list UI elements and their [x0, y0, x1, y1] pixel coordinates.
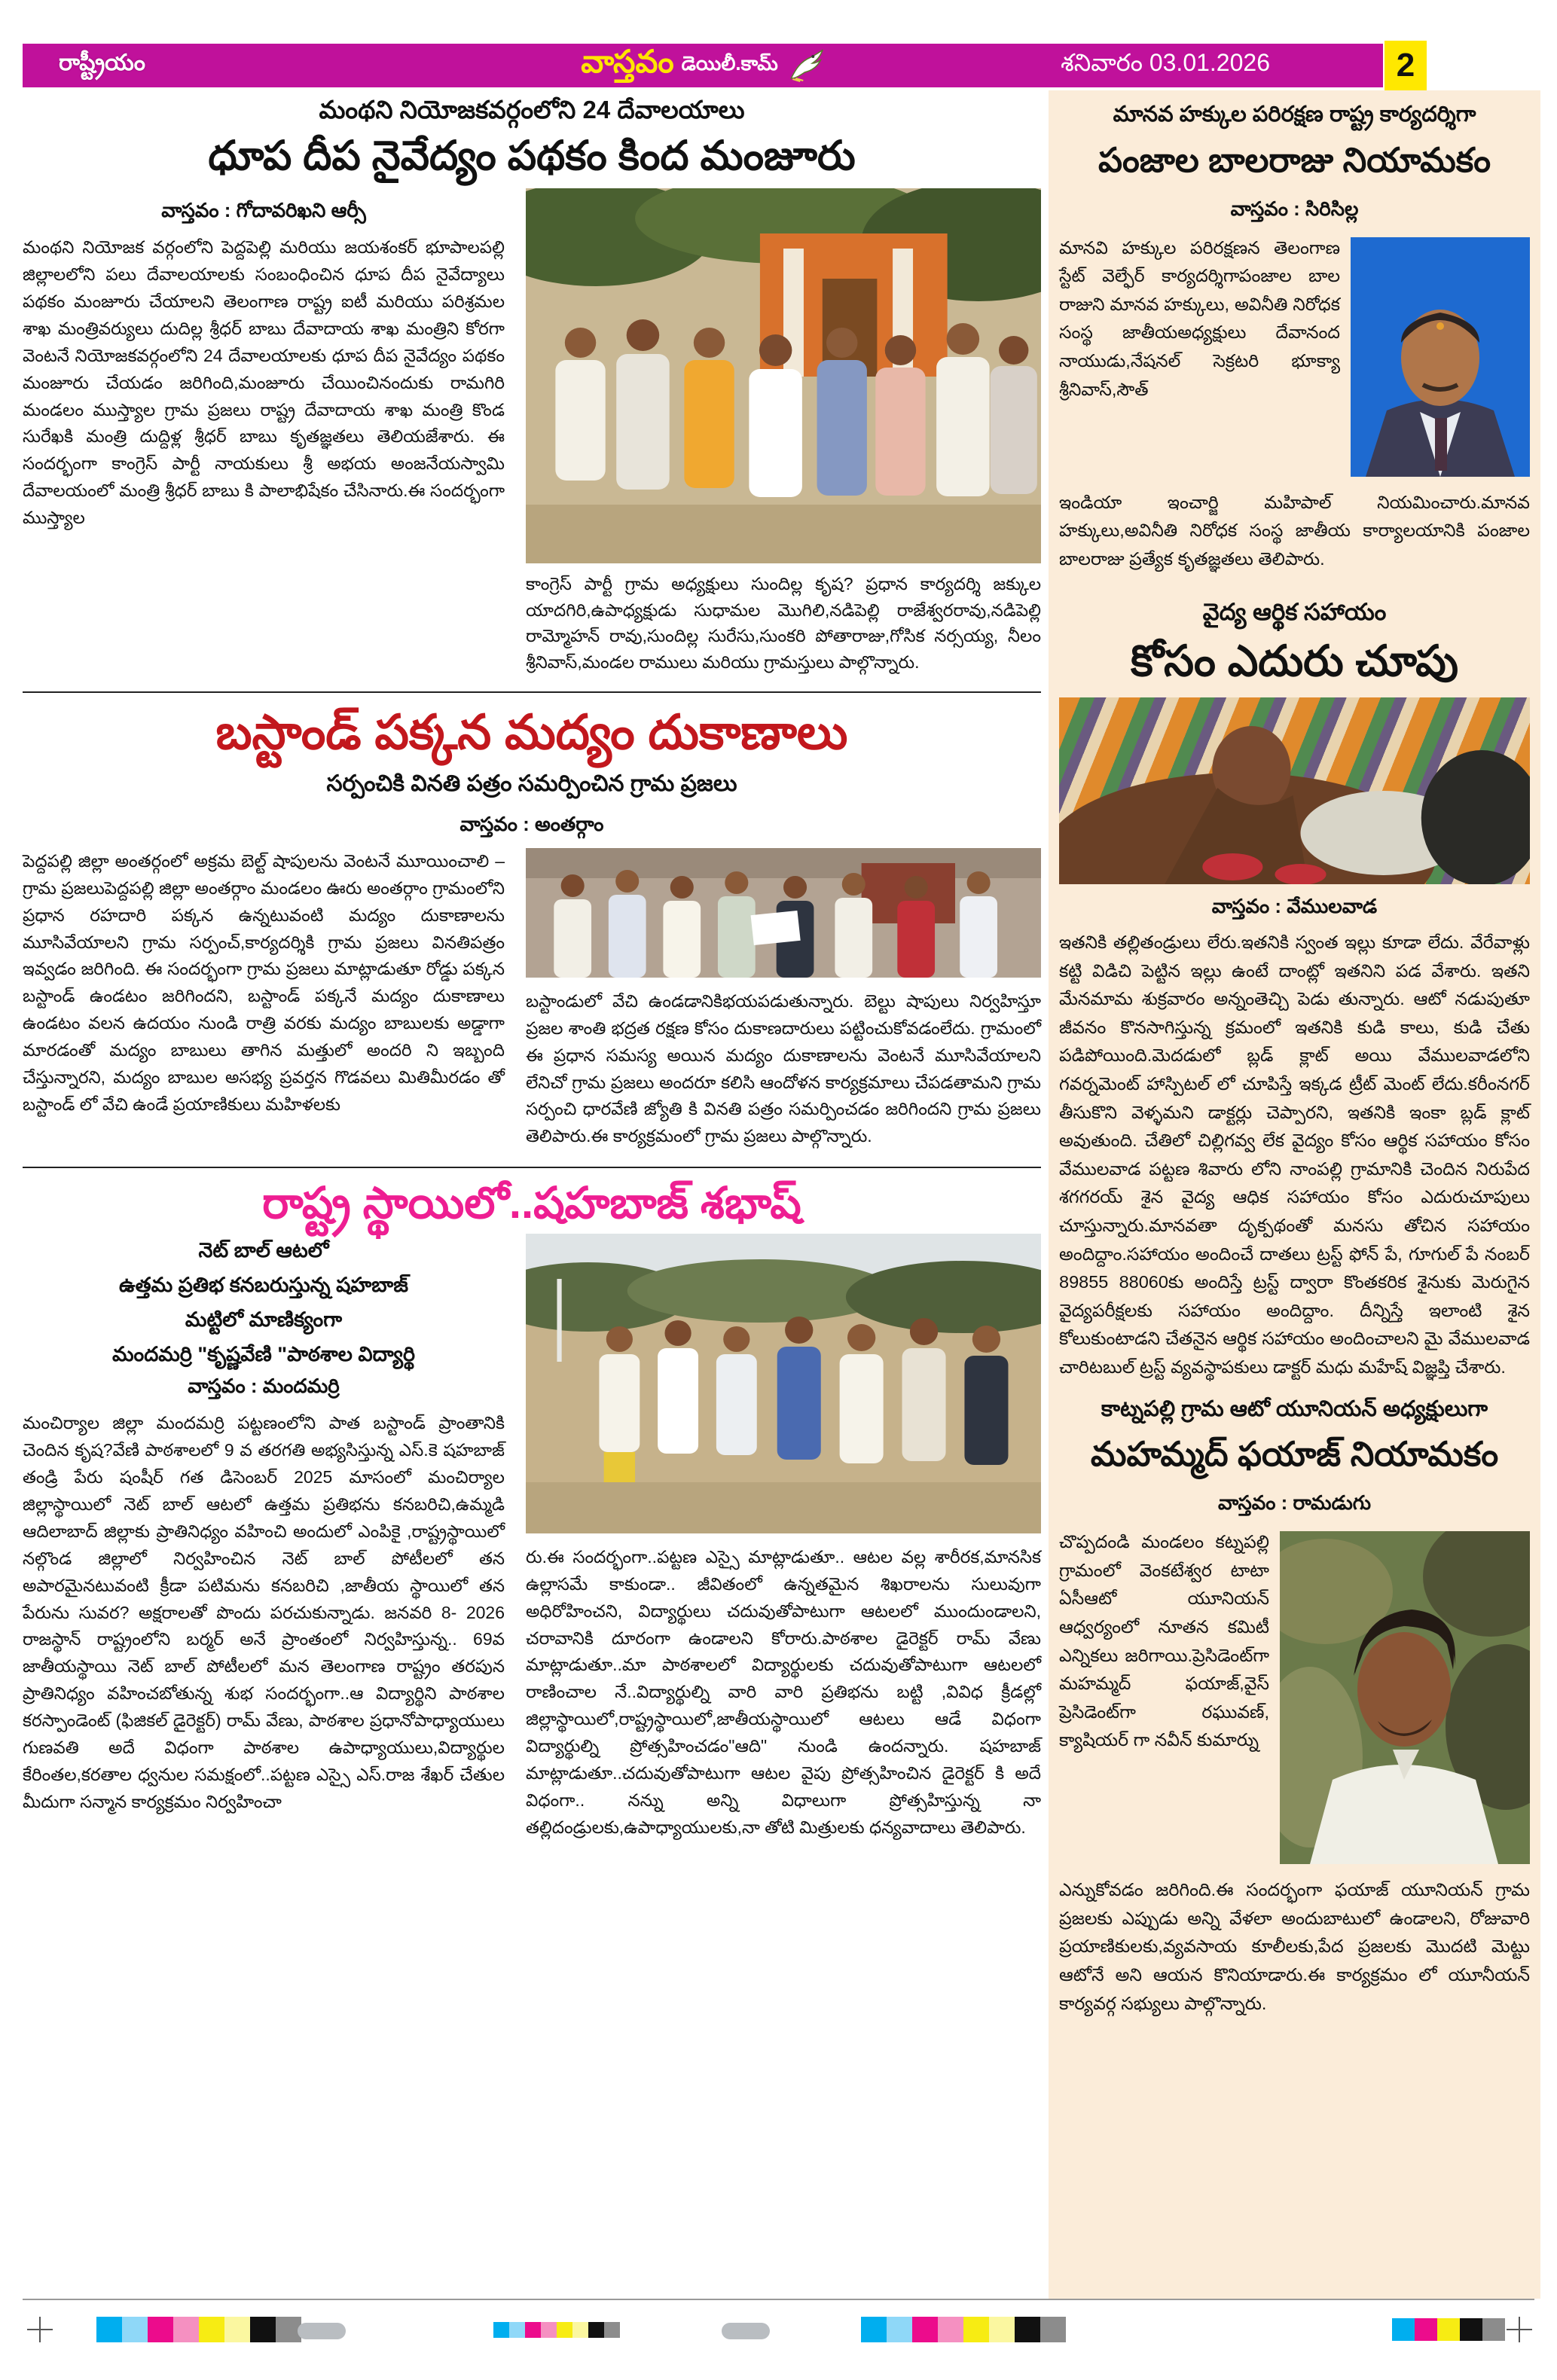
article-fayaz-appointment — [1059, 1396, 1530, 2018]
article-kicker: వైద్య ఆర్థిక సహాయం — [1202, 599, 1387, 626]
dateline: వాస్తవం : సిరిసిల్ల — [1230, 197, 1359, 220]
color-swatch — [199, 2317, 224, 2342]
photo-caption: కాంగ్రెస్ పార్టీ గ్రామ అధ్యక్షులు సుందిల్ల కృష? ప్రధాన కార్యదర్శి జక్కుల యాదగిరి,ఉపాధ్యక్షుడు సుధామల మొగిలి,నడిపెల్లి రాజేశ్వరరావు,నడిపెల్లి రామ్మోహన్ రావు,సుందిల్ల సురేసు,సుంకరి పోతారాజు,గోసిక నర్సయ్య, నీలం శ్రీనివాస్,మండల రాములు మరియు గ్రామస్తులు పాల్గొన్నారు. — [526, 574, 1041, 672]
printer-registration-marks — [0, 2314, 1557, 2353]
masthead-bar — [23, 44, 1383, 87]
article-subhead-2: ఉత్తమ ప్రతిభ కనబరుస్తున్న షహబాజ్ — [119, 1273, 408, 1296]
color-swatch — [572, 2322, 588, 2338]
color-swatch — [122, 2317, 148, 2342]
bottom-rule — [23, 2299, 1534, 2300]
article-balaraju-appointment — [1059, 101, 1530, 573]
color-swatch — [604, 2322, 620, 2338]
registration-cross-icon — [1507, 2317, 1532, 2342]
article-kicker: మానవ హక్కుల పరిరక్షణ రాష్ట్ర కార్యదర్శిగా — [1113, 102, 1476, 127]
balaraju-portrait-photo — [1351, 237, 1530, 477]
color-swatch — [588, 2322, 604, 2338]
article-body-right: రు.ఈ సందర్భంగా..పట్టణ ఎస్సై మాట్లాడుతూ.. ఆటల వల్ల శారీరక,మానసిక ఉల్లాసమే కాకుండా.. జీవితంలో ఉన్నతమైన శిఖరాలను సులువుగా అధిరోహించని, విద్యార్థులు చదువుతోపాటుగా ఆటలలో ముందుండాలని, చరావానికి దూరంగా ఉండాలని కోరారు.పాఠశాల డైరెక్టర్ రామ్ వేణు మాట్లాడుతూ..మా పాఠశాలలో విద్యార్థులకు చదువుతోపాటుగా ఆటలలో రాణించాల నే..విద్యార్థుల్ని వారి వారి ప్రతిభను బట్టి ,వివిధ క్రీడల్లో జిల్లాస్థాయిలో,రాష్ట్రస్థాయిలో,జాతీయస్థాయిలో ఆటలు ఆడే విధంగా విద్యార్థుల్ని ప్రోత్సహించడం"ఆది" నుండి ఉందన్నారు. షహబాజ్ మాట్లాడుతూ..చదువుతోపాటుగా ఆటల వైపు ప్రోత్సహించిన డైరెక్టర్ కి అదే విధంగా.. నన్ను అన్ని విధాలుగా ప్రోత్సహిస్తున్న నా తల్లిదండ్రులకు,ఉపాధ్యాయులకు,నా తోటి మిత్రులకు ధన్యవాదాలు తెలిపారు. — [526, 1546, 1041, 1837]
article-headline: బస్టాండ్ పక్కన మద్యం దుకాణాలు — [215, 705, 848, 760]
article-body-rest: ఎన్నుకోవడం జరిగింది.ఈ సందర్భంగా ఫయాజ్ యూనియన్ గ్రామ ప్రజలకు ఎప్పుడు అన్ని వేళలా అందుబాటులో ఉండాలని, రోజువారి ప్రయాణికులకు,వ్యవసాయ కూలీలకు,పేద ప్రజలకు మొదటి మెట్టు ఆటోనే అని ఆయన కొనియాడారు.ఈ కార్యక్రమం లో యూనీయన్ కార్యవర్గ సభ్యులు పాల్గొన్నారు. — [1059, 1880, 1530, 2013]
left-column — [23, 94, 1041, 1841]
color-swatch — [493, 2322, 509, 2338]
dateline: వాస్తవం : వేములవాడ — [1211, 895, 1378, 918]
color-swatch — [1437, 2318, 1460, 2341]
article-subhead-3: మట్టిలో మాణిక్యంగా — [185, 1307, 343, 1331]
color-swatch — [1460, 2318, 1482, 2341]
dateline: వాస్తవం : రామడుగు — [1218, 1491, 1371, 1515]
color-swatch — [96, 2317, 122, 2342]
article-subhead: సర్పంచికి వినతి పత్రం సమర్పించిన గ్రామ ప్రజలు — [326, 770, 737, 796]
edition-day-date: శనివారం 03.01.2026 — [1061, 48, 1270, 76]
color-calibration-bar — [861, 2317, 1066, 2342]
dove-logo-icon — [786, 48, 825, 83]
section-label: రాష్ట్రీయం — [59, 50, 145, 75]
right-column — [1049, 90, 1540, 2299]
dateline: వాస్తవం : మందమర్రి — [188, 1375, 340, 1398]
color-swatch — [861, 2317, 887, 2342]
color-swatch — [557, 2322, 572, 2338]
felicitation-photo — [526, 1234, 1041, 1533]
article-body: మంథని నియోజక వర్గంలోని పెద్దపెల్లి మరియు జయశంకర్ భూపాలపల్లి జిల్లాలలోని పలు దేవాలయాలకు సంబంధించిన ధూప దీప నైవేద్యాలు పథకం మంజూరు చేయాలని తెలంగాణ రాష్ట్ర ఐటీ మరియు పరిశ్రమల శాఖ మంత్రివర్యులు దుదిల్ల శ్రీధర్ బాబు దేవాదాయ శాఖ మంత్రిని కోరగా వెంటనే నియోజకవర్గంలోని 24 దేవాలయాలకు ధూప దీప నైవేద్యం పథకం మంజూరు చేయడం జరిగింది,మంజూరు చేయించినందుకు రామగిరి మండలం ముస్త్యాల గ్రామ ప్రజలు రాష్ట్ర దేవాదాయ శాఖ మంత్రి కొండ సురేఖకి మంత్రి దుద్దిళ్ల శ్రీధర్ బాబు కృతజ్ఞతలు తెలియజేశారు. ఈ సందర్భంగా కాంగ్రెస్ పార్టీ నాయకులు శ్రీ అభయ అంజనేయస్వామి దేవాలయంలో మంత్రి శ్రీధర్ బాబు కి పాలాభిషేకం చేసినారు.ఈ సందర్భంగా ముస్త్యాల — [23, 237, 505, 528]
article-subhead-1: నెట్ బాల్ ఆటలో — [198, 1238, 329, 1262]
color-swatch — [525, 2322, 541, 2338]
article-subhead-4: మందమర్రి "కృష్ణవేణి "పాఠశాల విద్యార్థి — [111, 1342, 416, 1365]
registration-cross-icon — [27, 2317, 53, 2342]
dateline: వాస్తవం : అంతర్గాం — [459, 812, 604, 835]
color-calibration-bar — [493, 2317, 620, 2338]
masthead-brand — [581, 44, 824, 87]
dateline: వాస్తవం : గోదావరిఖని ఆర్సీ — [161, 199, 366, 222]
article-body-left: మంచిర్యాల జిల్లా మందమర్రి పట్టణంలోని పాత బస్టాండ్ ప్రాంతానికి చెందిన కృష?వేణి పాఠశాలలో 9 వ తరగతి అభ్యసిస్తున్న ఎస్.కె షహబాజ్ తండ్రి పేరు షంషీర్ గత డిసెంబర్ 2025 మాసంలో మంచిర్యాల జిల్లాస్థాయిలో నెట్ బాల్ ఆటలో ఉత్తమ ప్రతిభను కనబరిచి,ఉమ్మడి ఆదిలాబాద్ జిల్లాకు ప్రాతినిధ్యం వహించి అందులో ఎంపికై ,రాష్ట్రస్థాయిలో నల్గొండ జిల్లాలో నిర్వహించిన నెట్ బాల్ పోటీలలో తన అపారమైనటువంటి క్రీడా పటిమను కనబరిచి ,జాతీయ స్థాయిలో తన పేరును సువర? అక్షరాలతో పొందు పరచుకున్నాడు. జనవరి 8- 2026 రాజస్థాన్ రాష్ట్రంలోని బర్మర్ అనే ప్రాంతంలో నిర్వహిస్తున్న.. 69వ జాతీయస్థాయి నెట్ బాల్ పోటీలలో మన తెలంగాణ రాష్ట్రం తరపున ప్రాతినిధ్యం వహించబోతున్న శుభ సందర్భంగా..ఆ విద్యార్థిని పాఠశాల కరస్పాండెంట్ (ఫిజికల్ డైరెక్టర్) రామ్ వేణు, పాఠశాల ప్రధానోపాధ్యాయులు గుణవతి అదే విధంగా పాఠశాల ఉపాధ్యాయులు,విద్యార్థుల కేరింతల,కరతాల ధ్వనుల సమక్షంలో..పట్టణ ఎస్సై ఎస్.రాజ శేఖర్ చేతుల మీదుగా సన్మాన కార్యక్రమం నిర్వహించా — [23, 1413, 505, 1811]
color-swatch — [989, 2317, 1015, 2342]
color-calibration-bar — [1392, 2317, 1505, 2341]
color-swatch — [1415, 2318, 1437, 2341]
article-liquor-shops — [23, 705, 1041, 1150]
gray-density-pill — [298, 2323, 346, 2339]
article-temple-scheme — [23, 94, 1041, 675]
color-swatch — [963, 2317, 989, 2342]
color-swatch — [224, 2317, 250, 2342]
article-body-lead: చొప్పదండి మండలం కట్నపల్లి గ్రామంలో వెంకటేశ్వర టాటా ఏసీఆటో యూనియన్ ఆధ్వర్యంలో నూతన కమిటీ ఎన్నికలు జరిగాయి.ప్రెసిడెంట్‌గా మహమ్మద్ ఫయాజ్,వైస్ ప్రెసిడెంట్‌గా రఘువణ్, క్యాషియర్ గా నవీన్ కుమార్ను — [1059, 1532, 1269, 1750]
article-kicker: కాట్నపల్లి గ్రామ ఆటో యూనియన్ అధ్యక్షులుగా — [1101, 1396, 1488, 1421]
color-swatch — [1392, 2318, 1415, 2341]
article-divider — [23, 1167, 1041, 1168]
article-divider — [23, 691, 1041, 693]
color-swatch — [173, 2317, 199, 2342]
article-headline: పంజాల బాలరాజు నియామకం — [1098, 140, 1491, 179]
color-swatch — [938, 2317, 963, 2342]
article-body: ఇతనికి తల్లితండ్రులు లేరు.ఇతనికి స్వంత ఇల్లు కూడా లేదు. వేరేవాళ్లు కట్టి విడిచి పెట్టిన ఇల్లు ఉంటే దాంట్లో ఇతనిని పడ వేశారు. ఇతని మేనమామ శుక్రవారం అన్నంతెచ్చి పెడు తున్నారు. ఆటో నడుపుతూ జీవనం కొనసాగిస్తున్న క్రమంలో ఇతనికి కుడి కాలు, కుడి చేతు పడిపోయింది.మెదడులో బ్లడ్ క్లాట్ అయి వేములవాడలోని గవర్నమెంట్ హాస్పిటల్ లో చూపిస్తే ఇక్కడ ట్రీట్ మెంట్ లేదు.కరీంనగర్ తీసుకొని వెళ్ళమని డాక్టర్లు చెప్పారని, ఇతనికి ఇంకా బ్లడ్ క్లాట్ అవుతుంది. చేతిలో చిల్లిగవ్వ లేక వైద్యం కోసం ఆర్థిక సహాయం కోసం వేములవాడ పట్టణ శివారు లోని నాంపల్లి గ్రామానికి చెందిన నిరుపేద శగగరయ్ శైన వైద్య ఆధిక సహాయం కోసం ఎదురుచూపులు చూస్తున్నారు.మానవతా దృక్పథంతో మనసు తోచిన సహాయం అందిద్దాం.సహాయం అందించే దాతలు ట్రస్ట్ ఫోన్ పే, గూగుల్ పే నంబర్ 89855 88060కు అందిస్తే ట్రస్ట్ ద్వారా కొంతకరిక శైనుకు మెరుగైన వైద్యపరీక్షలకు సహాయం అందిద్దాం. దీన్నిస్తే ఇలాంటి శైన కోలుకుంటాడని చేతనైన ఆర్థిక సహాయం అందించాలని మై వేములవాడ చారిటబుల్ ట్రస్ట్ వ్యవస్థాపకులు డాక్టర్ మధు మహేష్ విజ్ఞప్తి చేశారు. — [1059, 932, 1530, 1377]
article-body-lead: మానవి హక్కుల పరిరక్షణన తెలంగాణ స్టేట్ వెల్ఫేర్ కార్యదర్శిగాపంజాల బాల రాజుని మానవ హక్కులు, అవినీతి నిరోధక సంస్థ జాతీయఅధ్యక్షులు దేవానంద నాయుడు,నేషనల్ సెక్రటరి భూక్యా శ్రీనివాస్,సౌత్ — [1059, 237, 1340, 399]
article-body-rest: ఇండియా ఇంచార్జి మహిపాల్ నియమించారు.మానవ హక్కులు,అవినీతి నిరోధక సంస్థ జాతీయ కార్యాలయానికి పంజాల బాలరాజు ప్రత్యేక కృతజ్ఞతలు తెలిపారు. — [1059, 492, 1530, 569]
temple-event-photo — [526, 188, 1041, 563]
article-body-right: బస్టాండులో వేచి ఉండడానికిభయపడుతున్నారు. బెల్టు షాపులు నిర్వహిస్తూ ప్రజల శాంతి భద్రత రక్షణ కోసం దుకాణదారులు పట్టించుకోవడంలేదు. గ్రామంలో ఈ ప్రధాన సమస్య అయిన మద్యం దుకాణాలను వెంటనే మూసివేయాలని లేనిచో గ్రామ ప్రజలు అందరూ కలిసి ఆందోళన కార్యక్రమాలు చేపడతామని గ్రామ సర్పంచి ధారవేణి జ్యోతి కి వినతి పత్రం సమర్పించడం జరిగిందని గ్రామ ప్రజలు తెలిపారు.ఈ కార్యక్రమంలో గ్రామ ప్రజలు పాల్గొన్నారు. — [526, 990, 1041, 1146]
article-headline: రాష్ట్ర స్థాయిలో..షహబాజ్ శభాష్ — [262, 1179, 801, 1228]
color-swatch — [1015, 2317, 1040, 2342]
article-headline: ధూప దీప నైవేద్యం పథకం కింద మంజూరు — [208, 133, 856, 179]
gray-density-pill — [722, 2323, 770, 2339]
brand-title: వాస్తవం — [581, 43, 674, 79]
article-headline: కోసం ఎదురు చూపు — [1130, 637, 1459, 686]
article-headline: మహమ్మద్ ఫయాజ్ నియామకం — [1090, 1435, 1499, 1474]
brand-suffix: డెయిలీ.కామ్ — [681, 51, 778, 75]
color-swatch — [912, 2317, 938, 2342]
color-swatch — [541, 2322, 557, 2338]
color-swatch — [1482, 2318, 1505, 2341]
page-number-badge: 2 — [1385, 41, 1427, 90]
article-netball-shahbaz — [23, 1179, 1041, 1841]
color-calibration-bar — [96, 2317, 301, 2342]
petition-photo — [526, 848, 1041, 978]
color-swatch — [1040, 2317, 1066, 2342]
patient-photo — [1059, 697, 1530, 884]
fayaz-portrait-photo — [1280, 1531, 1530, 1864]
article-body-left: పెద్దపల్లి జిల్లా అంతర్గంలో అక్రమ బెల్ట్ షాపులను వెంటనే మూయించాలి –గ్రామ ప్రజలుపెద్దపల్లి జిల్లా అంతర్గాం మండలం ఊరు అంతర్గాం గ్రామంలోని ప్రధాన రహదారి పక్కన ఉన్నటువంటి మద్యం దుకాణాలను మూసివేయాలని గ్రామ సర్పంచ్,కార్యదర్శికి గ్రామ ప్రజలు వినతిపత్రం ఇవ్వడం జరిగింది. ఈ సందర్భంగా గ్రామ ప్రజలు మాట్లాడుతూ రోడ్డు పక్కన బస్టాండ్ ఉండటం జరిగిందని, బస్టాండ్ పక్కనే మద్యం దుకాణాలు ఉండటం వలన ఉదయం నుండి రాత్రి వరకు మద్యం బాబులకు అడ్డాగా మారడంతో మద్యం బాబులు తాగిన మత్తులో అందరి ని ఇబ్బంది చేస్తున్నారని, మద్యం బాబుల అసభ్య ప్రవర్తన గొడవలు మితిమీరడం తో బస్టాండ్ లో వేచి ఉండే ప్రయాణికులు మహిళలకు — [23, 850, 505, 1114]
color-swatch — [509, 2322, 525, 2338]
color-swatch — [148, 2317, 173, 2342]
color-swatch — [887, 2317, 912, 2342]
article-medical-aid — [1059, 599, 1530, 1381]
color-swatch — [250, 2317, 276, 2342]
article-kicker: మంథని నియోజకవర్గంలోని 24 దేవాలయాలు — [319, 96, 745, 124]
